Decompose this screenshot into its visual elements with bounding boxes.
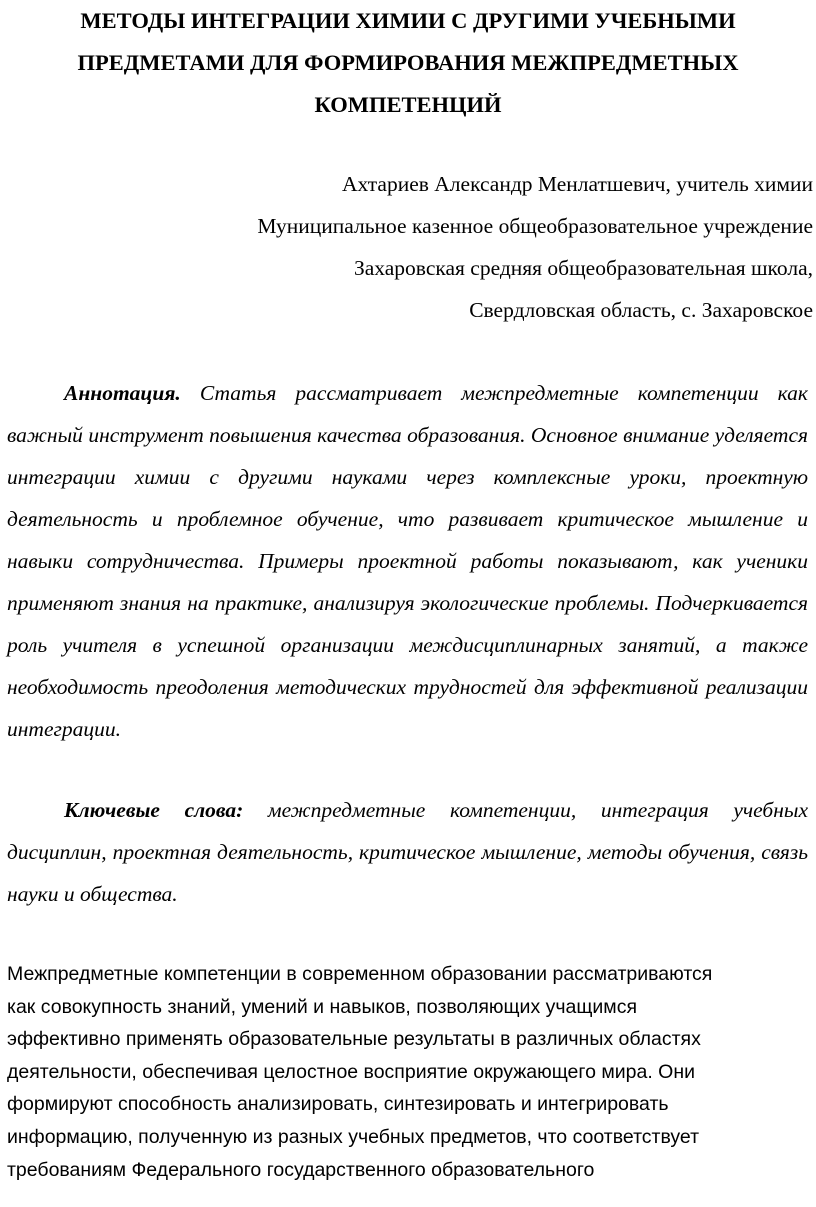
body-line: эффективно применять образовательные результаты в различных областях bbox=[7, 1028, 701, 1051]
author-name: Ахтариев Александр Менлатшевич, учитель химии bbox=[342, 172, 813, 196]
abstract-text: Статья рассматривает межпредметные компетенции как важный инструмент повышения качества образования. Основное внимание уделяется интеграции химии с другими науками через комплексные уроки, проектную деятельность и проблемное обучение, что развивает критическое мышление и навыки сотрудничества. Примеры проектной работы показывают, как ученики применяют знания на практике, анализируя экологические проблемы. Подчеркивается роль учителя в успешной организации междисциплинарных занятий, а также необходимость преодоления методических трудностей для эффективной реализации интеграции. bbox=[7, 381, 808, 741]
title-line-2: ПРЕДМЕТАМИ ДЛЯ ФОРМИРОВАНИЯ МЕЖПРЕДМЕТНЫХ bbox=[77, 50, 739, 75]
body-line: Межпредметные компетенции в современном образовании рассматриваются bbox=[7, 963, 713, 985]
author-school: Захаровская средняя общеобразовательная школа, bbox=[353, 256, 813, 280]
body-line: как совокупность знаний, умений и навыков, позволяющих учащимся bbox=[7, 995, 638, 1018]
body-line: деятельности, обеспечивая целостное восприятие окружающего мира. Они bbox=[7, 1060, 695, 1083]
body-line: формируют способность анализировать, синтезировать и интегрировать bbox=[7, 1093, 669, 1116]
keywords-label: Ключевые слова: bbox=[64, 798, 244, 822]
author-location: Свердловская область, с. Захаровское bbox=[469, 298, 813, 322]
keywords-paragraph bbox=[7, 789, 808, 915]
title-line-1: МЕТОДЫ ИНТЕГРАЦИИ ХИМИИ С ДРУГИМИ УЧЕБНЫМИ bbox=[80, 8, 736, 33]
author-institution: Муниципальное казенное общеобразовательное учреждение bbox=[257, 214, 813, 238]
article-title bbox=[10, 0, 806, 126]
title-line-3: КОМПЕТЕНЦИЙ bbox=[314, 92, 502, 117]
author-info bbox=[257, 163, 813, 331]
body-paragraph bbox=[7, 958, 812, 1186]
abstract-label: Аннотация. bbox=[64, 381, 181, 405]
body-line: информацию, полученную из разных учебных предметов, что соответствует bbox=[7, 1125, 700, 1148]
body-line: требованиям Федерального государственного образовательного bbox=[7, 1158, 595, 1181]
abstract-paragraph bbox=[7, 372, 808, 750]
keywords-text: межпредметные компетенции, интеграция учебных дисциплин, проектная деятельность, критическое мышление, методы обучения, связь науки и общества. bbox=[7, 798, 809, 906]
